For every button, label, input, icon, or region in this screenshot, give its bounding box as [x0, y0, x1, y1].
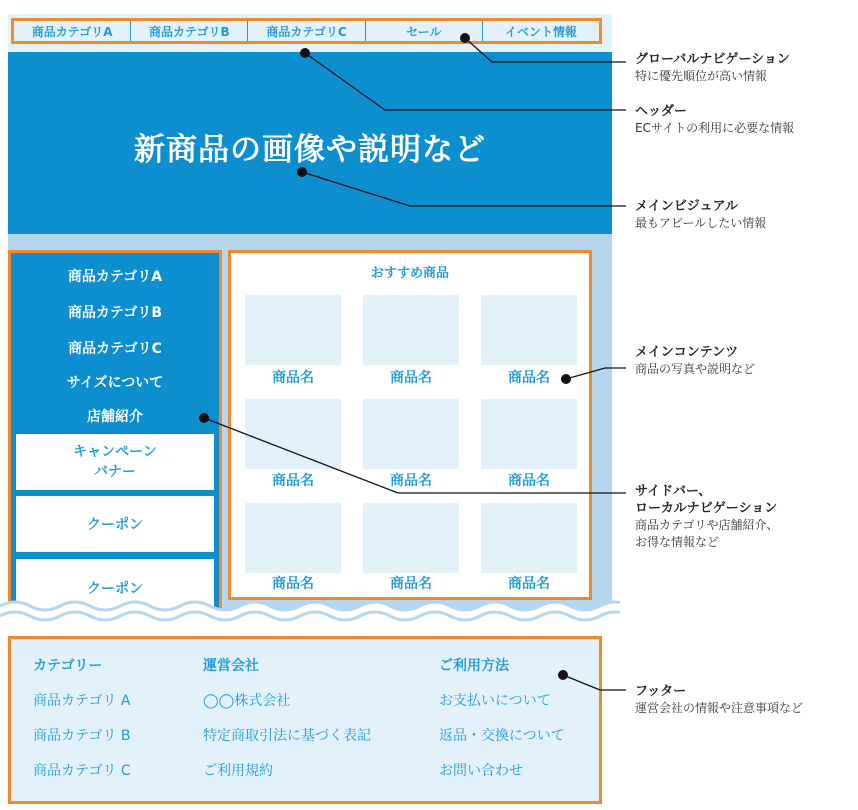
- annotation-desc: 商品カテゴリや店舗紹介、: [635, 518, 779, 532]
- coupon-banner[interactable]: クーポン: [16, 559, 214, 617]
- campaign-banner-line2: バナー: [94, 464, 136, 480]
- annotation-title: ローカルナビゲーション: [635, 501, 778, 516]
- annotation-header: [635, 103, 794, 137]
- marker-dot: [561, 374, 571, 384]
- annotation-desc: ECサイトの利用に必要な情報: [635, 121, 795, 135]
- annotation-title: グローバルナビゲーション: [635, 52, 790, 67]
- product-name[interactable]: 商品名: [272, 473, 314, 489]
- footer-link[interactable]: 特定商取引法に基づく表記: [203, 728, 371, 744]
- marker-dot: [297, 167, 307, 177]
- coupon-banner[interactable]: クーポン: [16, 496, 214, 552]
- sidebar-item-category-a[interactable]: 商品カテゴリA: [67, 269, 163, 285]
- recommended-products-title: おすすめ商品: [370, 266, 450, 281]
- annotation-desc: 特に優先順位が高い情報: [635, 69, 768, 83]
- annotation-desc: 商品の写真や説明など: [635, 362, 756, 376]
- leader-line-global-nav: [465, 38, 626, 62]
- sidebar-item-store-info[interactable]: 店舗紹介: [87, 409, 143, 425]
- annotation-title: サイドバー、: [635, 484, 712, 499]
- annotation-desc: 最もアピールしたい情報: [635, 216, 767, 230]
- product-name[interactable]: 商品名: [390, 370, 432, 386]
- annotation-desc: 運営会社の情報や注意事項など: [635, 701, 804, 715]
- gnav-item-category-c[interactable]: 商品カテゴリC: [248, 21, 365, 41]
- gnav-item-sale[interactable]: セール: [366, 21, 483, 41]
- annotation-desc: お得な情報など: [635, 535, 720, 549]
- marker-dot: [460, 33, 470, 43]
- gnav-item-events[interactable]: イベント情報: [504, 24, 577, 39]
- footer-link[interactable]: ◯◯株式会社: [203, 693, 291, 709]
- footer-link[interactable]: お問い合わせ: [439, 763, 523, 779]
- leader-line-main-visual: [302, 172, 626, 206]
- footer-link[interactable]: 返品・交換について: [439, 728, 565, 744]
- annotation-main-visual: [635, 198, 766, 232]
- leader-line-sidebar: [204, 418, 626, 493]
- product-name[interactable]: 商品名: [272, 576, 314, 592]
- leader-line-main-contents: [566, 368, 626, 379]
- leader-line-footer: [563, 675, 626, 690]
- gnav-item-category-a[interactable]: 商品カテゴリA: [14, 21, 131, 41]
- campaign-banner-line1: キャンペーン: [73, 444, 157, 460]
- annotation-global-nav: [635, 51, 790, 85]
- footer-link[interactable]: 商品カテゴリ B: [33, 728, 131, 744]
- sidebar-item-size-info[interactable]: サイズについて: [66, 375, 164, 391]
- marker-dot: [558, 670, 568, 680]
- annotation-title: フッター: [635, 684, 687, 699]
- footer-heading: カテゴリー: [33, 658, 103, 674]
- product-name[interactable]: 商品名: [272, 370, 314, 386]
- footer-link[interactable]: 商品カテゴリ A: [33, 693, 131, 709]
- footer-link[interactable]: ご利用規約: [203, 763, 273, 779]
- annotation-title: メインコンテンツ: [635, 345, 739, 360]
- footer-link[interactable]: 商品カテゴリ C: [33, 763, 131, 779]
- annotation-main-contents: [635, 344, 755, 378]
- product-name[interactable]: 商品名: [508, 576, 550, 592]
- product-name[interactable]: 商品名: [508, 473, 550, 489]
- marker-dot: [199, 413, 209, 423]
- sidebar-item-category-c[interactable]: 商品カテゴリC: [68, 341, 162, 357]
- gnav-item-category-b[interactable]: 商品カテゴリB: [131, 21, 248, 41]
- annotation-title: メインビジュアル: [635, 199, 738, 214]
- annotation-sidebar: [635, 483, 779, 551]
- annotation-footer: [635, 683, 803, 717]
- footer-heading: ご利用方法: [439, 658, 509, 674]
- marker-dot: [300, 48, 310, 58]
- footer-link[interactable]: お支払いについて: [439, 693, 551, 709]
- product-name[interactable]: 商品名: [390, 473, 432, 489]
- sidebar-item-category-b[interactable]: 商品カテゴリB: [67, 305, 163, 321]
- product-name[interactable]: 商品名: [508, 370, 550, 386]
- product-name[interactable]: 商品名: [390, 576, 432, 592]
- main-visual-text: 新商品の画像や説明など: [134, 131, 486, 168]
- footer-heading: 運営会社: [203, 658, 259, 674]
- annotation-title: ヘッダー: [635, 104, 688, 119]
